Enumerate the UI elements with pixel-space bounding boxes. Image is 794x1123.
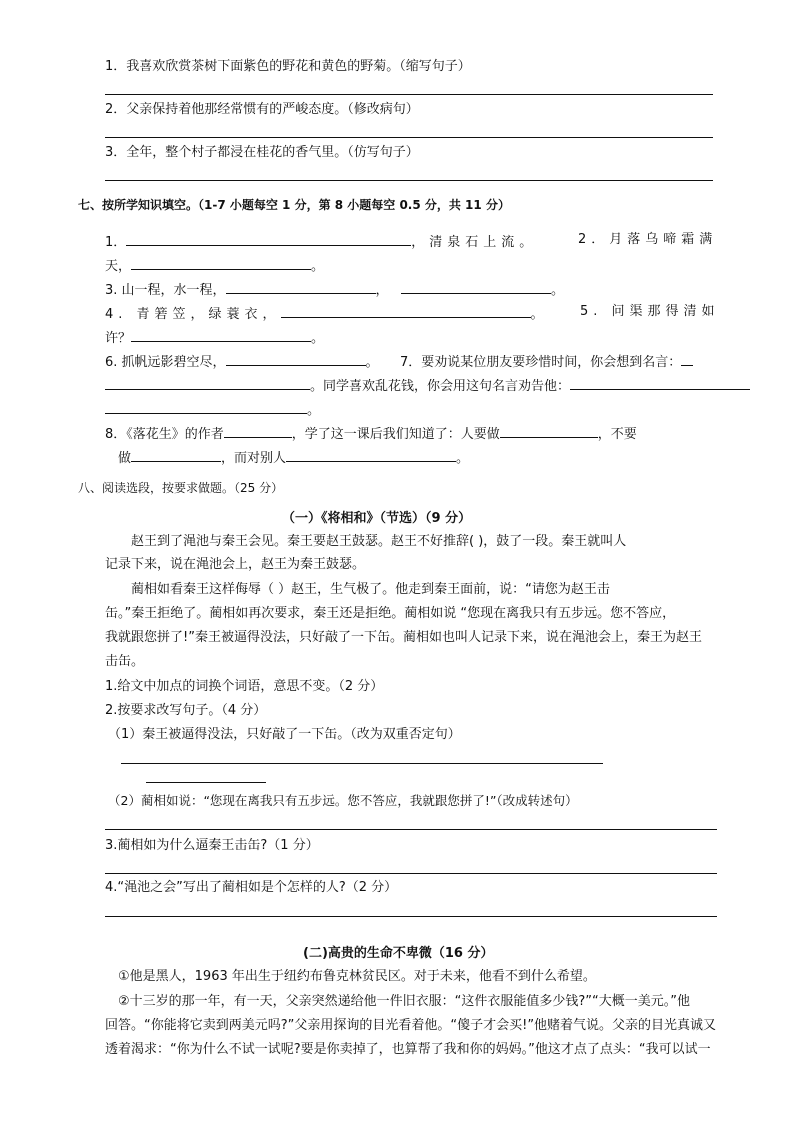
punctuation: 。 xyxy=(307,403,321,418)
rewrite-question-3: 3．全年，整个村子都浸在桂花的香气里。（仿写句子） xyxy=(105,145,419,160)
fill-item-1-text: ，清泉石上流。 xyxy=(411,235,538,250)
blank[interactable] xyxy=(131,255,311,270)
section-8-heading: 八、阅读选段，按要求做题。（25 分） xyxy=(78,481,284,495)
fill-item-8-others: ，而对别人 xyxy=(221,451,287,466)
answer-line[interactable] xyxy=(105,137,713,138)
fill-item-7-middle: 。同学喜欢乱花钱，你会用这句名言劝告他： xyxy=(310,379,571,394)
blank[interactable] xyxy=(570,375,750,390)
punctuation: 。 xyxy=(456,451,470,466)
punctuation: 。 xyxy=(311,259,325,274)
passage-1-line: 蔺相如看秦王这样侮辱（ ）赵王，生气极了。他走到秦王面前，说：“请您为赵王击 xyxy=(131,582,610,597)
passage-1-title: （一）《将相和》（节选）（9 分） xyxy=(282,511,472,526)
answer-line[interactable] xyxy=(146,782,266,783)
reading-question-3: 3.蔺相如为什么逼秦王击缶?（1 分） xyxy=(105,838,319,853)
punctuation: 。 xyxy=(530,307,544,322)
rewrite-question-1: 1．我喜欢欣赏茶树下面紫色的野花和黄色的野菊。（缩写句子） xyxy=(105,59,471,74)
passage-1-line: 击缶。 xyxy=(105,654,145,669)
fill-item-2-text: 2．月落乌啼霜满 xyxy=(578,232,718,247)
passage-1-line: 我就跟您拼了!”秦王被逼得没法，只好敲了一下缶。蔺相如也叫人记录下来，说在渑池会上，秦王为赵王 xyxy=(105,630,702,645)
reading-question-1: 1.给文中加点的词换个词语，意思不变。（2 分） xyxy=(105,679,384,694)
blank[interactable] xyxy=(105,375,310,390)
fill-item-8-author-prompt: 8．《落花生》的作者 xyxy=(105,427,224,442)
blank[interactable] xyxy=(226,279,376,294)
fill-item-8-not: ，不要 xyxy=(597,427,637,442)
passage-2-line: 透着渴求：“你为什么不试一试呢?要是你卖掉了，也算帮了我和你的妈妈。”他这才点了点头：“我可以试一 xyxy=(105,1042,711,1057)
passage-2-title: (二)高贵的生命不卑微（16 分） xyxy=(303,946,494,961)
fill-item-5-text: 5. 问渠那得清如 xyxy=(580,304,720,319)
punctuation: ， xyxy=(375,283,389,298)
passage-2-line: ②十三岁的那一年，有一天，父亲突然递给他一件旧衣服：“这件衣服能值多少钱?”“大概一美元。”他 xyxy=(118,994,690,1009)
punctuation: 。 xyxy=(550,283,564,298)
blank[interactable] xyxy=(226,351,366,366)
answer-line[interactable] xyxy=(105,829,717,830)
reading-question-4: 4.“渑池之会”写出了蔺相如是个怎样的人?（2 分） xyxy=(105,880,398,895)
passage-2-line: ①他是黑人，1963 年出生于纽约布鲁克林贫民区。对于未来，他看不到什么希望。 xyxy=(118,969,596,984)
fill-item-4-text: 4. 青箬笠，绿蓑衣， xyxy=(105,307,281,322)
blank[interactable] xyxy=(131,447,221,462)
reading-question-2: 2.按要求改写句子。（4 分） xyxy=(105,703,267,718)
blank[interactable] xyxy=(105,399,307,414)
fill-item-7-text: 7．要劝说某位朋友要珍惜时间，你会想到名言： xyxy=(400,355,682,370)
blank[interactable] xyxy=(224,423,292,438)
answer-line[interactable] xyxy=(121,763,603,764)
passage-2-line: 回答。“你能将它卖到两美元吗?”父亲用探询的目光看着他。“傻子才会买!”他赌着气说。父亲的目光真诚又 xyxy=(105,1018,717,1033)
fill-item-5-continued: 许？ xyxy=(105,331,132,346)
passage-1-line: 赵王到了渑池与秦王会见。秦王要赵王鼓瑟。赵王不好推辞( )，鼓了一段。秦王就叫人 xyxy=(131,534,627,549)
fill-item-3-text: 3. 山一程，水一程， xyxy=(105,283,226,298)
blank[interactable] xyxy=(286,447,456,462)
reading-question-2-1: （1）秦王被逼得没法，只好敲了一下缶。（改为双重否定句） xyxy=(108,727,461,742)
fill-item-1-number: 1． xyxy=(105,235,127,250)
rewrite-question-2: 2．父亲保持着他那经常惯有的严峻态度。（修改病句） xyxy=(105,102,419,117)
section-7-heading: 七、按所学知识填空。（1-7 小题每空 1 分，第 8 小题每空 0.5 分，共 11 分） xyxy=(78,198,510,212)
fill-item-2-continued: 天， xyxy=(105,259,132,274)
blank[interactable] xyxy=(401,279,551,294)
blank[interactable] xyxy=(500,423,598,438)
blank[interactable] xyxy=(131,327,311,342)
answer-line[interactable] xyxy=(105,873,717,874)
blank[interactable] xyxy=(681,351,693,366)
fill-item-6-text: 6. 抓帆远影碧空尽， xyxy=(105,355,226,370)
answer-line[interactable] xyxy=(105,180,713,181)
blank[interactable] xyxy=(281,303,531,318)
answer-line[interactable] xyxy=(105,916,717,917)
answer-line[interactable] xyxy=(105,94,713,95)
blank[interactable] xyxy=(126,231,411,246)
fill-item-8-do: 做 xyxy=(118,451,132,466)
reading-question-2-2: （2）蔺相如说：“您现在离我只有五步远。您不答应，我就跟您拼了!”（改成转述句） xyxy=(108,793,578,808)
passage-1-line: 缶。”秦王拒绝了。蔺相如再次要求，秦王还是拒绝。蔺相如说 “您现在离我只有五步远。您不答应， xyxy=(105,606,676,621)
passage-1-line: 记录下来，说在渑池会上，赵王为秦王鼓瑟。 xyxy=(105,557,366,572)
punctuation: 。 xyxy=(311,331,325,346)
fill-item-8-lesson: ，学了这一课后我们知道了：人要做 xyxy=(291,427,500,442)
punctuation: 。 xyxy=(365,355,379,370)
